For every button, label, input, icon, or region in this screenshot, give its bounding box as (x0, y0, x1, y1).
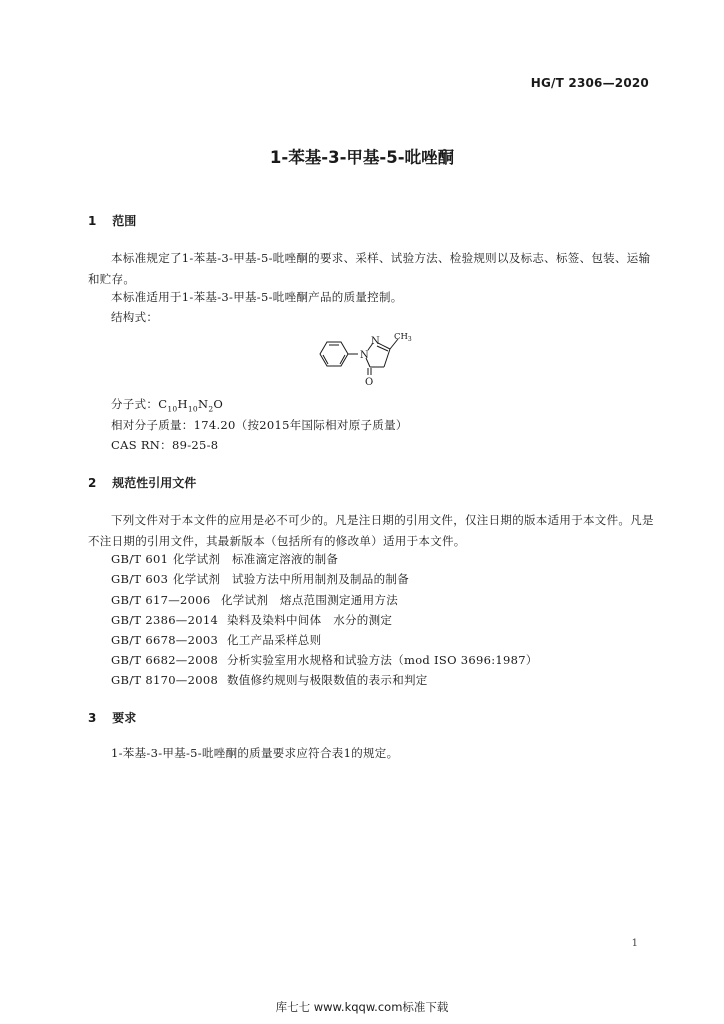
reference-title: 分析实验室用水规格和试验方法（mod ISO 3696:1987） (227, 653, 538, 667)
section-number: 3 (88, 711, 97, 725)
paragraph-text: 本标准规定了1-苯基-3-甲基-5-吡唑酮的要求、采样、试验方法、检验规则以及标志、标签、包装、运输和贮存。 (88, 251, 651, 286)
formula-h: H (177, 397, 188, 411)
section-2-paragraph-1 (88, 510, 654, 552)
reference-item (111, 592, 398, 608)
reference-code: GB/T 6678—2003 (111, 633, 219, 647)
reference-title: 化学试剂 试验方法中所用制剂及制品的制备 (173, 572, 409, 586)
reference-item (111, 652, 538, 668)
footer-watermark: 库七七 www.kqqw.com标准下载 (275, 1000, 449, 1014)
section-3-paragraph-1: 1-苯基-3-甲基-5-吡唑酮的质量要求应符合表1的规定。 (111, 746, 399, 760)
section-1-heading (88, 212, 136, 229)
reference-code: GB/T 2386—2014 (111, 613, 219, 627)
formula-c: C (158, 397, 168, 411)
reference-item (111, 612, 392, 628)
reference-code: GB/T 8170—2008 (111, 673, 219, 687)
benzene-ring (320, 342, 348, 366)
formula-n: N (197, 397, 209, 411)
structure-label: 结构式： (111, 310, 159, 324)
reference-title: 染料及染料中间体 水分的测定 (227, 613, 393, 627)
section-number: 2 (88, 476, 97, 490)
reference-item (111, 672, 428, 688)
reference-title: 数值修约规则与极限数值的表示和判定 (227, 673, 428, 687)
section-3-heading (88, 709, 136, 726)
section-2-heading (88, 474, 196, 491)
methyl-label: $CH_3$ (394, 332, 412, 343)
section-1-paragraph-2: 本标准适用于1-苯基-3-甲基-5-吡唑酮产品的质量控制。 (111, 290, 403, 304)
section-1-paragraph-1 (88, 248, 654, 290)
oxygen-label: O (365, 377, 374, 388)
molecular-weight: 相对分子质量：174.20（按2015年国际相对原子质量） (111, 418, 408, 432)
reference-code: GB/T 603 (111, 572, 169, 586)
section-title: 范围 (112, 214, 137, 228)
paragraph-text: 下列文件对于本文件的应用是必不可少的。凡是注日期的引用文件，仅注日期的版本适用于本文件。凡是不注日期的引用文件，其最新版本（包括所有的修改单）适用于本文件。 (88, 513, 654, 548)
page-number: 1 (631, 938, 638, 949)
structural-formula (310, 325, 430, 395)
molecular-formula-label: 分子式： (111, 397, 159, 411)
formula-n-count: 2 (208, 404, 214, 414)
formula-o: O (213, 397, 224, 411)
reference-title: 化工产品采样总则 (227, 633, 322, 647)
reference-code: GB/T 617—2006 (111, 593, 211, 607)
document-title: 1-苯基-3-甲基-5-吡唑酮 (269, 148, 455, 167)
cas-number: CAS RN：89-25-8 (111, 438, 219, 452)
reference-code: GB/T 6682—2008 (111, 653, 219, 667)
reference-code: GB/T 601 (111, 552, 169, 566)
n2-label: N (371, 336, 380, 347)
reference-title: 化学试剂 熔点范围测定通用方法 (221, 593, 398, 607)
section-title: 要求 (112, 711, 137, 725)
standard-code: HG/T 2306—2020 (530, 76, 649, 90)
molecular-formula (111, 396, 223, 413)
reference-item (111, 632, 321, 648)
reference-title: 化学试剂 标准滴定溶液的制备 (173, 552, 339, 566)
formula-c-count: 10 (167, 404, 178, 414)
reference-item (111, 571, 409, 587)
section-number: 1 (88, 214, 97, 228)
n1-label: N (360, 350, 369, 361)
reference-item (111, 551, 338, 567)
section-title: 规范性引用文件 (112, 476, 197, 490)
formula-h-count: 10 (187, 404, 198, 414)
